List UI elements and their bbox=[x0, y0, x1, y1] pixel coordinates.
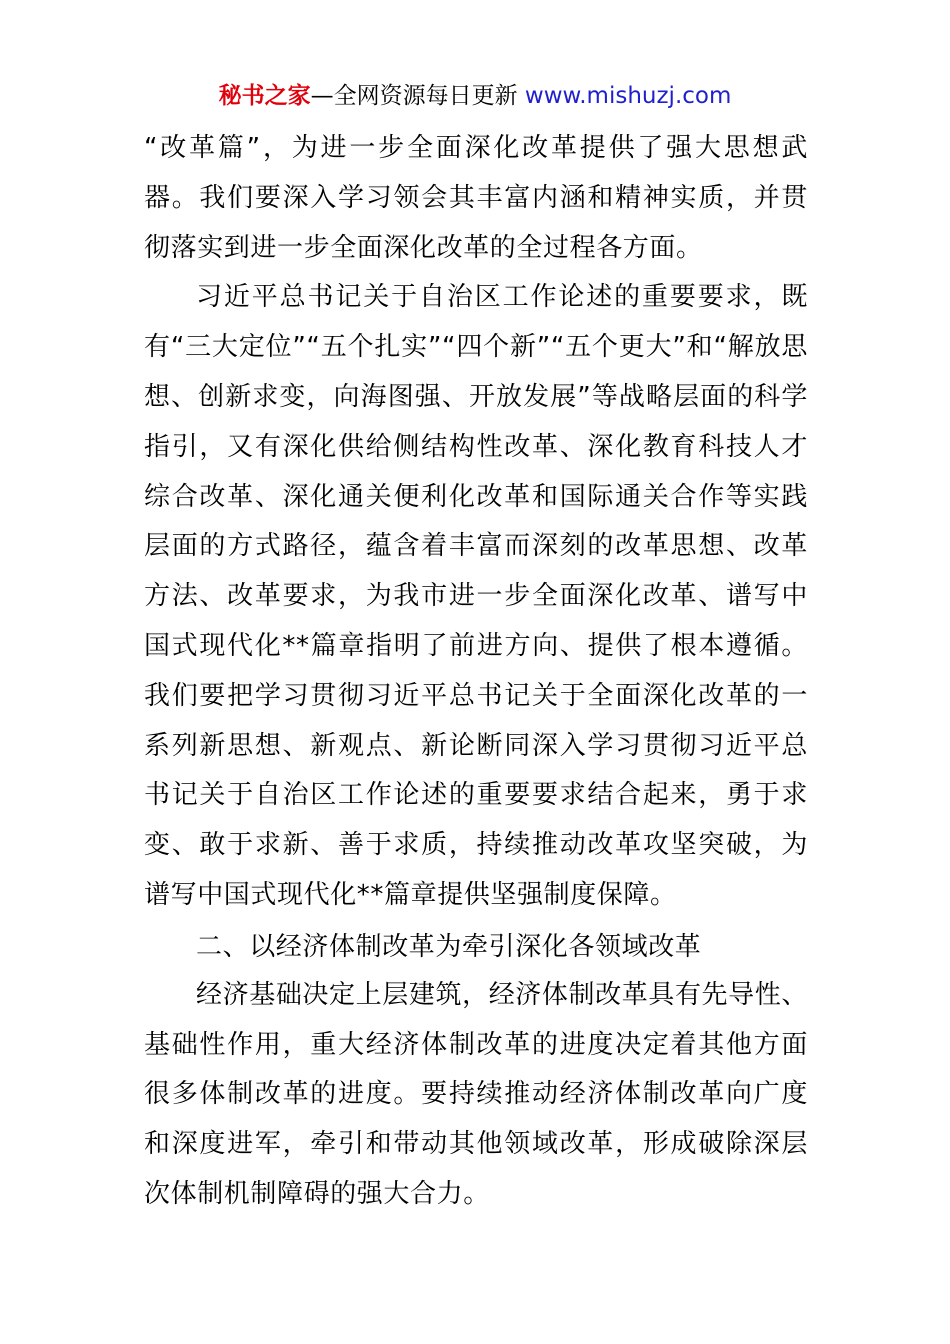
paragraph-economic-reform: 经济基础决定上层建筑，经济体制改革具有先导性、基础性作用，重大经济体制改革的进度决定着其他方面很多体制改革的进度。要持续推动经济体制改革向广度和深度进军，牵引和带动其他领域改革，形成破除深层次体制机制障碍的强大合力。 bbox=[144, 979, 808, 1209]
document-body bbox=[144, 124, 808, 1220]
section-heading: 二、以经济体制改革为牵引深化各领域改革 bbox=[196, 931, 702, 962]
site-url-link[interactable]: www.mishuzj.com bbox=[524, 83, 732, 109]
site-header-banner bbox=[0, 80, 950, 112]
site-tagline: —全网资源每日更新 bbox=[310, 83, 518, 109]
site-brand-name: 秘书之家 bbox=[218, 83, 311, 109]
paragraph-requirements: 习近平总书记关于自治区工作论述的重要要求，既有“三大定位”“五个扎实”“四个新”“五个更大”和“解放思想、创新求变，向海图强、开放发展”等战略层面的科学指引，又有深化供给侧结构性改革、深化教育科技人才综合改革、深化通关便利化改革和国际通关合作等实践层面的方式路径，蕴含着丰富而深刻的改革思想、改革方法、改革要求，为我市进一步全面深化改革、谱写中国式现代化**篇章指明了前进方向、提供了根本遵循。我们要把学习贯彻习近平总书记关于全面深化改革的一系列新思想、新观点、新论断同深入学习贯彻习近平总书记关于自治区工作论述的重要要求结合起来，勇于求变、敢于求新、善于求质，持续推动改革攻坚突破，为谱写中国式现代化**篇章提供坚强制度保障。 bbox=[144, 282, 808, 910]
paragraph-continuation: “改革篇”，为进一步全面深化改革提供了强大思想武器。我们要深入学习领会其丰富内涵和精神实质，并贯彻落实到进一步全面深化改革的全过程各方面。 bbox=[144, 133, 808, 263]
